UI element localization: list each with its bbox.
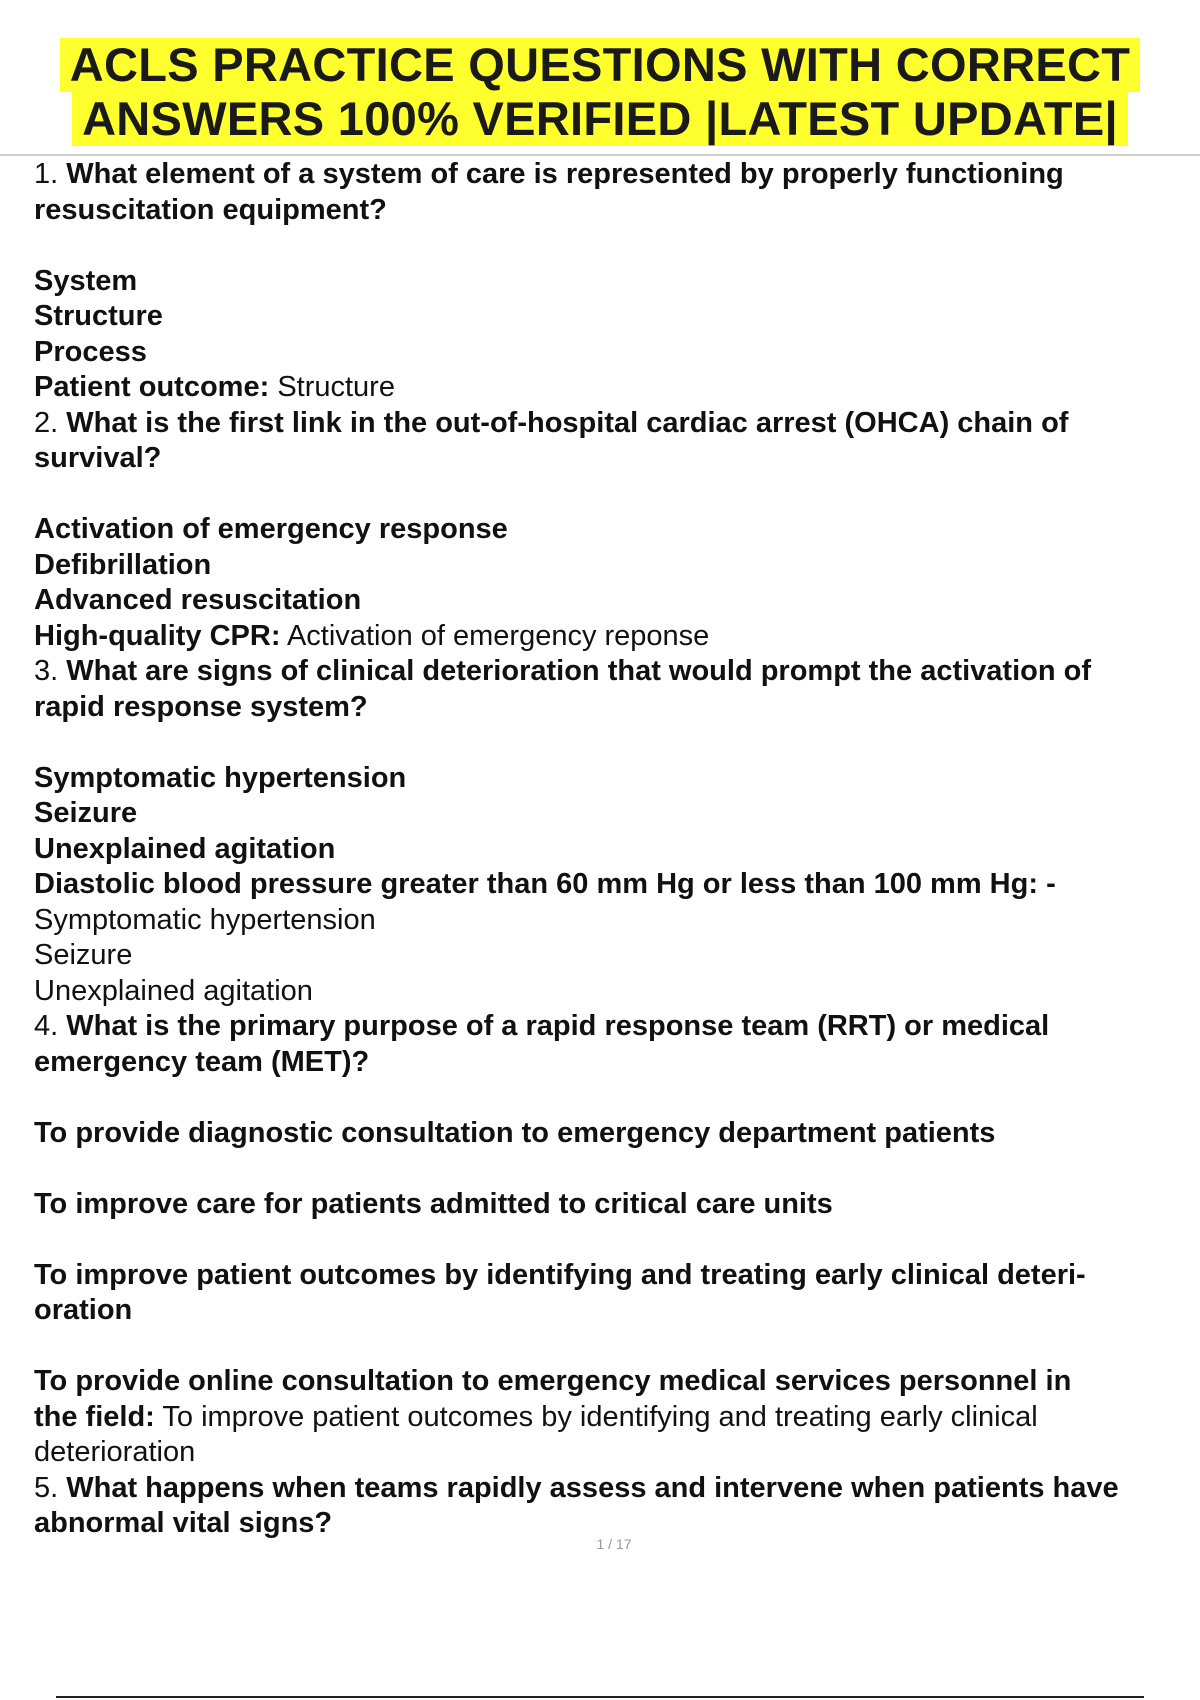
question-text-cont: resuscitation equipment? xyxy=(34,193,387,226)
option: Activation of emergency response xyxy=(34,513,508,545)
document-title xyxy=(0,38,1200,146)
bottom-divider xyxy=(56,1696,1144,1698)
answer-cont: deterioration xyxy=(34,1436,196,1468)
answer-prefix: - xyxy=(1046,868,1056,900)
title-line-1: ACLS PRACTICE QUESTIONS WITH CORRECT xyxy=(60,38,1140,92)
option: System xyxy=(34,264,138,297)
question-number: 2. xyxy=(34,406,59,439)
option: Advanced resuscitation xyxy=(34,584,362,616)
question-number: 3. xyxy=(34,655,59,687)
option: To improve patient outcomes by identifying and treating early clinical deteri- xyxy=(34,1258,1086,1291)
question-number: 5. xyxy=(34,1471,59,1504)
option: Patient outcome: xyxy=(34,371,270,403)
question-text: What happens when teams rapidly assess and intervene when patients have xyxy=(66,1471,1119,1504)
option: Unexplained agitation xyxy=(34,832,336,865)
questions-content xyxy=(34,157,1194,1542)
question-text-cont: abnormal vital signs? xyxy=(34,1507,333,1539)
option-cont: the field: xyxy=(34,1400,155,1433)
question-text-cont: emergency team (MET)? xyxy=(34,1045,370,1078)
question-5 xyxy=(34,1471,1194,1542)
question-text: What is the first link in the out-of-hospital cardiac arrest (OHCA) chain of xyxy=(66,406,1069,439)
answer: Unexplained agitation xyxy=(34,974,313,1007)
question-text-cont: rapid response system? xyxy=(34,690,368,723)
question-number: 4. xyxy=(34,1010,59,1042)
answer: Structure xyxy=(277,371,395,403)
option: Defibrillation xyxy=(34,548,212,581)
option: Seizure xyxy=(34,797,138,829)
option: To provide diagnostic consultation to emergency department patients xyxy=(34,1116,996,1149)
title-divider xyxy=(0,154,1200,156)
option: Symptomatic hypertension xyxy=(34,761,407,794)
question-text: What is the primary purpose of a rapid response team (RRT) or medical xyxy=(66,1010,1050,1042)
question-2 xyxy=(34,406,1194,655)
option: Diastolic blood pressure greater than 60 mm Hg or less than 100 mm Hg: xyxy=(34,868,1038,900)
page-number: 1 / 17 xyxy=(596,1536,632,1552)
question-text: What element of a system of care is represented by properly functioning xyxy=(66,158,1064,190)
answer: To improve patient outcomes by identifying and treating early clinical xyxy=(162,1400,1038,1433)
question-text-cont: survival? xyxy=(34,442,162,474)
answer: Symptomatic hypertension xyxy=(34,903,376,936)
answer: Activation of emergency reponse xyxy=(286,619,710,652)
option: Structure xyxy=(34,300,163,332)
question-4 xyxy=(34,1009,1194,1471)
question-number: 1. xyxy=(34,158,59,190)
title-line-2: ANSWERS 100% VERIFIED |LATEST UPDATE| xyxy=(72,92,1128,146)
answer: Seizure xyxy=(34,939,133,971)
question-text: What are signs of clinical deterioration that would prompt the activation of xyxy=(66,655,1092,687)
option-cont: oration xyxy=(34,1294,133,1326)
option: To provide online consultation to emergency medical services personnel in xyxy=(34,1365,1072,1397)
option: High-quality CPR: xyxy=(34,619,281,652)
question-3 xyxy=(34,654,1194,1009)
question-1 xyxy=(34,157,1194,406)
option: Process xyxy=(34,335,147,368)
option: To improve care for patients admitted to critical care units xyxy=(34,1187,833,1220)
